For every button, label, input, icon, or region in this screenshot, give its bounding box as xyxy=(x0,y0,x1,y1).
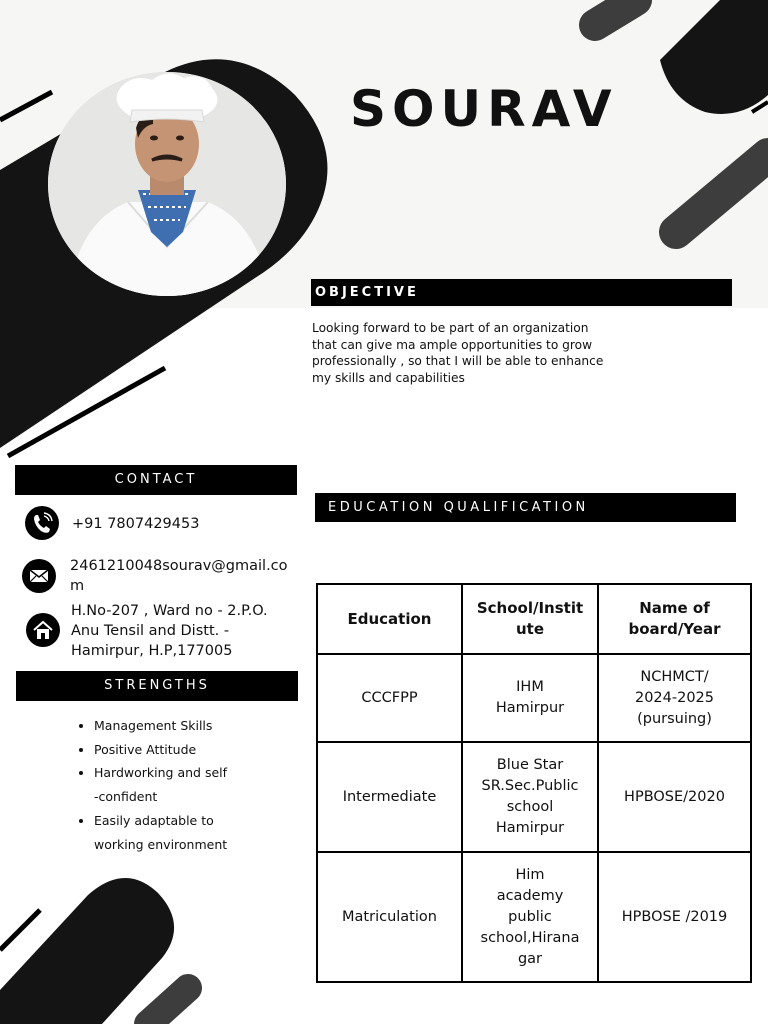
cell-school xyxy=(462,654,598,742)
contact-heading-bar xyxy=(15,465,297,495)
home-icon xyxy=(26,613,60,647)
strength-item: • Management Skills xyxy=(94,714,294,738)
contact-phone: +91 7807429453 xyxy=(72,516,200,532)
cell-line: school xyxy=(506,799,554,815)
black-blob-bottom-left xyxy=(0,878,174,1024)
cell-line: public xyxy=(508,908,552,925)
cell-school xyxy=(462,852,598,982)
cell-line: school,Hirana xyxy=(480,929,580,946)
cell-school xyxy=(462,742,598,852)
thin-line-top xyxy=(0,92,52,120)
education-heading: EDUCATION QUALIFICATION xyxy=(328,500,589,515)
profile-photo xyxy=(48,72,286,296)
cell-board: HPBOSE /2019 xyxy=(598,852,751,982)
cell-line: academy xyxy=(496,887,564,904)
cell-line: (pursuing) xyxy=(637,710,712,727)
cell-line: Him xyxy=(515,866,545,883)
table-row xyxy=(317,654,751,742)
header-line: ute xyxy=(515,620,545,638)
strengths-list xyxy=(76,714,294,856)
objective-heading: OBJECTIVE xyxy=(315,285,419,300)
cell-education: Matriculation xyxy=(317,852,462,982)
header-line: Name of xyxy=(639,599,710,617)
contact-email-line: m xyxy=(70,578,85,594)
grey-capsule-top xyxy=(595,0,636,25)
cell-line: gar xyxy=(517,950,543,967)
cell-line: Hamirpur xyxy=(495,820,565,836)
strengths-heading: STRENGTHS xyxy=(104,678,210,693)
contact-email xyxy=(70,556,288,596)
contact-heading: CONTACT xyxy=(114,472,198,487)
grey-capsule-right xyxy=(676,155,768,232)
cell-board xyxy=(598,654,751,742)
cell-line: IHM xyxy=(516,679,544,695)
contact-address xyxy=(71,601,268,661)
cell-line: Hamirpur xyxy=(495,700,565,716)
cell-line: Blue Star xyxy=(496,757,564,773)
table-header-row xyxy=(317,584,751,654)
contact-address-line: Anu Tensil and Distt. - xyxy=(71,623,230,639)
black-capsule-top-right xyxy=(660,0,768,114)
contact-email-line: 2461210048sourav@gmail.co xyxy=(70,558,288,574)
cell-line: NCHMCT/ xyxy=(640,668,709,685)
cell-board: HPBOSE/2020 xyxy=(598,742,751,852)
table-row xyxy=(317,852,751,982)
table-row xyxy=(317,742,751,852)
cell-line: SR.Sec.Public xyxy=(481,778,579,794)
phone-icon xyxy=(25,506,59,540)
candidate-name: SOURAV xyxy=(350,80,618,138)
objective-text: Looking forward to be part of an organization that can give ma ample opportunities to grow professionally , so that I will be able to enhance my skills and capabilities xyxy=(312,321,604,385)
header-line: School/Instit xyxy=(476,599,584,617)
strength-item-line: working environment xyxy=(94,836,228,852)
cell-line: 2024-2025 xyxy=(634,689,715,706)
contact-address-line: H.No-207 , Ward no - 2.P.O. xyxy=(71,603,268,619)
thin-line-bottom xyxy=(0,910,40,950)
table-header-education: Education xyxy=(317,584,462,654)
strength-item-line: -confident xyxy=(94,789,158,805)
strength-item-line: Hardworking and self xyxy=(94,765,228,781)
envelope-icon xyxy=(22,559,56,593)
table-header-school xyxy=(462,584,598,654)
education-table xyxy=(316,583,752,983)
cell-education: Intermediate xyxy=(317,742,462,852)
strengths-heading-bar xyxy=(16,671,298,701)
header-line: board/Year xyxy=(628,620,721,638)
table-header-board xyxy=(598,584,751,654)
grey-capsule-bottom xyxy=(148,988,188,1024)
strength-item xyxy=(94,809,294,856)
education-heading-bar xyxy=(315,493,736,522)
objective-heading-bar xyxy=(311,279,732,306)
strength-item xyxy=(94,761,294,808)
strength-item-line: Easily adaptable to xyxy=(94,812,214,828)
cell-education: CCCFPP xyxy=(317,654,462,742)
strength-item: • Positive Attitude xyxy=(94,738,294,762)
contact-address-line: Hamirpur, H.P,177005 xyxy=(71,643,233,659)
